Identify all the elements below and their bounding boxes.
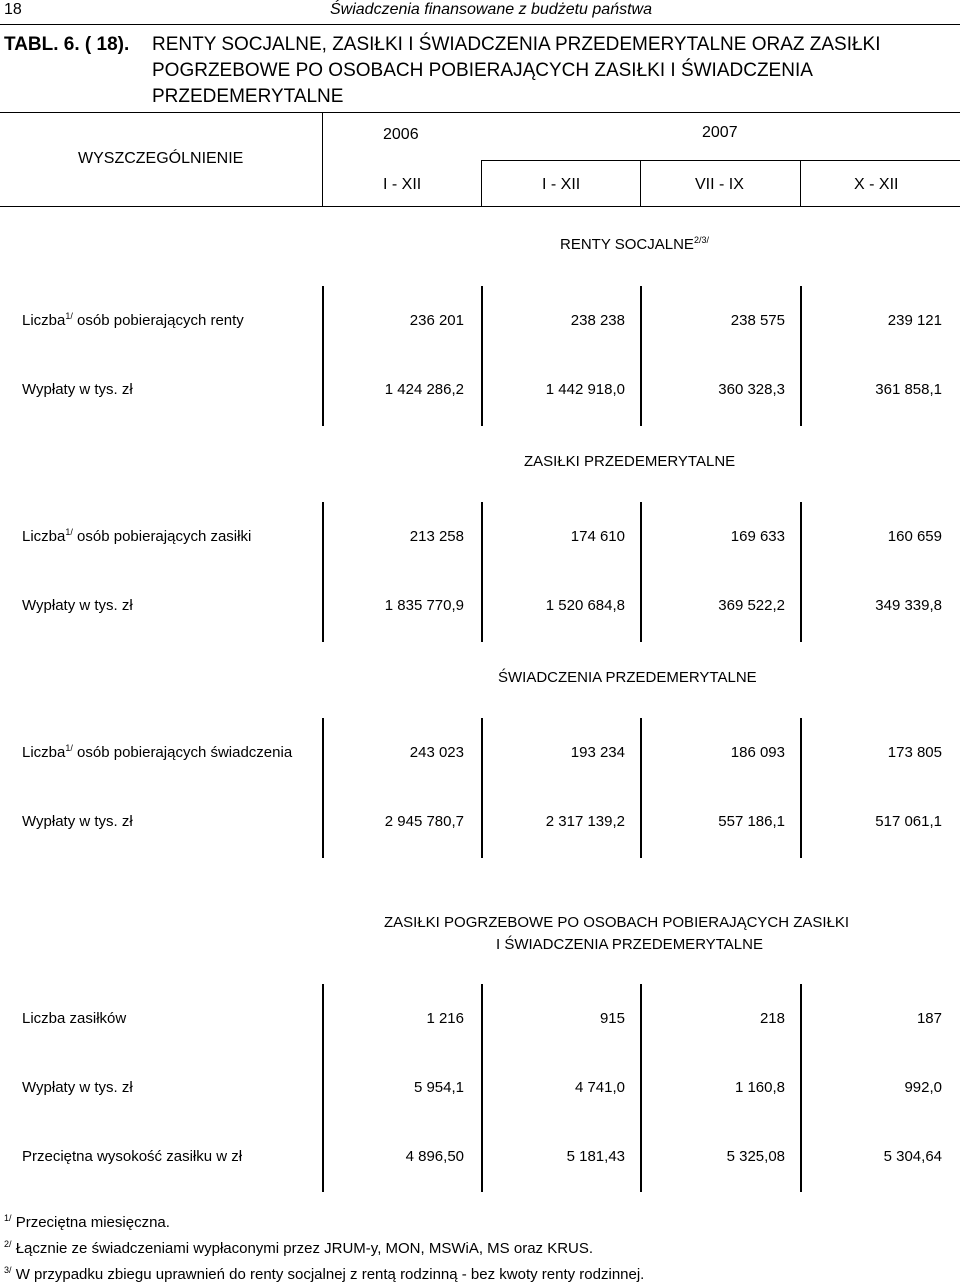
row-label: Liczba$^{1/}$ osób pobierających świadczenia [22, 743, 293, 761]
row-label: Wypłaty w tys. zł [22, 381, 133, 398]
row-label: Wypłaty w tys. zł [22, 597, 133, 614]
column-header-period-1: I - XII [383, 176, 422, 193]
running-title: Świadczenia finansowane z budżetu państwa [330, 1, 652, 18]
section-title: RENTY $SOCJALNE^{2/3/}$ [560, 235, 709, 253]
row-label: Liczba$^{1/}$ osób pobierających renty [22, 311, 244, 329]
row-label: Liczba$^{1/}$ osób pobierających zasiłki [22, 527, 252, 545]
cell-value: 236 201 [409, 312, 464, 329]
cell-value: 193 234 [570, 744, 625, 761]
cell-value: 213 258 [409, 528, 464, 545]
cell-value: 5 304,64 [883, 1148, 942, 1165]
cell-value: 238 238 [570, 312, 625, 329]
section-title: ŚWIADCZENIA PRZEDEMERYTALNE [498, 669, 757, 686]
row-label: Przeciętna wysokość zasiłku w zł [22, 1148, 243, 1165]
cell-value: 1 442 918,0 [545, 381, 625, 398]
cell-value: 5 325,08 [726, 1148, 785, 1165]
cell-value: 160 659 [887, 528, 942, 545]
column-header-period-2: I - XII [542, 176, 581, 193]
cell-value: 360 328,3 [718, 381, 785, 398]
footnote: $^{2/}$ Łącznie ze świadczeniami wypłaconymi przez JRUM-y, MON, MSWiA, MS oraz KRUS. [4, 1239, 594, 1257]
section-title: ZASIŁKI PRZEDEMERYTALNE [524, 453, 736, 470]
row-label: Wypłaty w tys. zł [22, 1079, 133, 1096]
cell-value: 4 741,0 [574, 1079, 625, 1096]
cell-value: 557 186,1 [718, 813, 785, 830]
cell-value: 218 [759, 1010, 785, 1027]
table-title-line-1: RENTY SOCJALNE, ZASIŁKI I ŚWIADCZENIA PRZEDEMERYTALNE ORAZ ZASIŁKI [152, 34, 881, 55]
cell-value: 169 633 [730, 528, 785, 545]
cell-value: 174 610 [570, 528, 625, 545]
cell-value: 2 945 780,7 [384, 813, 464, 830]
row-label: Liczba zasiłków [22, 1010, 127, 1027]
column-header-period-4: X - XII [854, 176, 899, 193]
cell-value: 1 216 [426, 1010, 464, 1027]
table-title-line-3: PRZEDEMERYTALNE [152, 86, 344, 107]
cell-value: 915 [599, 1010, 625, 1027]
cell-value: 361 858,1 [875, 381, 942, 398]
cell-value: 992,0 [904, 1079, 942, 1096]
section-title-line-1: ZASIŁKI POGRZEBOWE PO OSOBACH POBIERAJĄCYCH ZASIŁKI [384, 914, 850, 931]
cell-value: 173 805 [887, 744, 942, 761]
footnote: $^{3/}$ W przypadku zbiegu uprawnień do renty socjalnej z rentą rodzinną - bez kwoty renty rodzinnej. [4, 1265, 645, 1283]
column-header-description: WYSZCZEGÓLNIENIE [78, 150, 244, 167]
column-header-period-3: VII - IX [695, 176, 744, 193]
table-label: TABL. 6. ( 18). [4, 34, 130, 55]
cell-value: 369 522,2 [718, 597, 785, 614]
cell-value: 1 520 684,8 [545, 597, 625, 614]
cell-value: 5 954,1 [413, 1079, 464, 1096]
cell-value: 4 896,50 [405, 1148, 464, 1165]
cell-value: 2 317 139,2 [545, 813, 625, 830]
cell-value: 186 093 [730, 744, 785, 761]
cell-value: 187 [916, 1010, 942, 1027]
column-header-year-2007: 2007 [702, 124, 738, 141]
cell-value: 517 061,1 [875, 813, 942, 830]
section-title-line-2: I ŚWIADCZENIA PRZEDEMERYTALNE [496, 936, 763, 953]
cell-value: 239 121 [887, 312, 942, 329]
cell-value: 243 023 [409, 744, 464, 761]
cell-value: 1 424 286,2 [384, 381, 464, 398]
row-label: Wypłaty w tys. zł [22, 813, 133, 830]
header-rule [0, 24, 960, 25]
cell-value: 1 160,8 [734, 1079, 785, 1096]
cell-value: 1 835 770,9 [384, 597, 464, 614]
column-header-year-2006: 2006 [383, 126, 419, 143]
footnote: $^{1/}$ Przeciętna miesięczna. [4, 1213, 170, 1231]
cell-value: 238 575 [730, 312, 785, 329]
cell-value: 5 181,43 [566, 1148, 625, 1165]
page-number: 18 [4, 1, 22, 18]
cell-value: 349 339,8 [875, 597, 942, 614]
table-title-line-2: POGRZEBOWE PO OSOBACH POBIERAJĄCYCH ZASIŁKI I ŚWIADCZENIA [152, 60, 813, 81]
